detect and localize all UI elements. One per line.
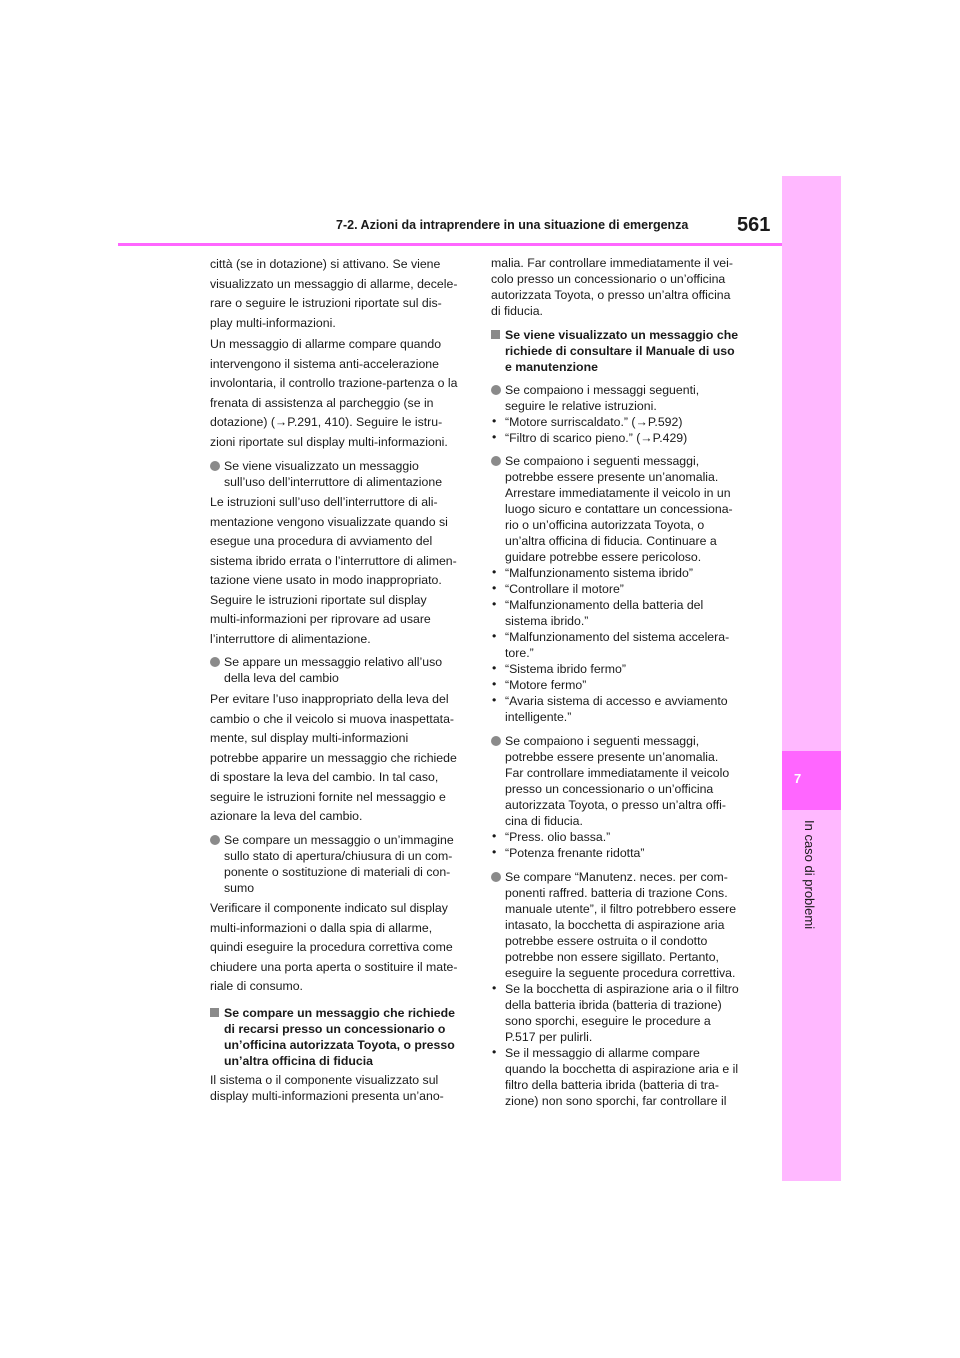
text-line: quando la bocchetta di aspirazione aria e il: [505, 1062, 739, 1076]
text-line: ponenti raffred. batteria di trazione Cons.: [505, 886, 728, 900]
text-line: “Press. olio bassa.”: [505, 830, 611, 844]
text-line: un’officina autorizzata Toyota, o presso: [224, 1038, 455, 1052]
text-line: malia. Far controllare immediatamente il vei-: [491, 256, 733, 270]
text-line: zioni riportate sul display multi-informazioni.: [210, 434, 448, 449]
block-text: [491, 327, 738, 375]
text-line: Se compare “Manutenz. neces. per com-: [505, 870, 728, 884]
list-item: [491, 565, 733, 581]
text-line: Verificare il componente indicato sul display: [210, 901, 448, 915]
text-line: riale di consumo.: [210, 979, 303, 993]
list-item: [491, 981, 739, 1045]
text-line: potrebbe apparire un messaggio che richiede: [210, 750, 457, 765]
page-number: 561: [737, 214, 771, 236]
chapter-number: 7: [794, 771, 802, 786]
text-line: “Avaria sistema di accesso e avviamento: [505, 694, 728, 708]
block-text: [491, 869, 739, 981]
list-item: [491, 581, 733, 597]
paragraph: [491, 255, 733, 319]
block-text: [491, 453, 733, 565]
text-line: Il sistema o il componente visualizzato sul: [210, 1073, 439, 1087]
text-line: Se compaiono i seguenti messaggi,: [505, 454, 700, 468]
text-line: chiudere una porta aperta o sostituire il mate-: [210, 959, 458, 974]
text-line: tore.”: [505, 646, 534, 660]
list-item: [491, 430, 699, 446]
chapter-label: In caso di problemi: [802, 820, 817, 930]
text-line: sumo: [224, 881, 255, 895]
text-line: guidare potrebbe essere pericoloso.: [505, 550, 702, 564]
text-line: potrebbe non essere sigillato. Pertanto,: [505, 950, 719, 964]
text-line: “Filtro di scarico pieno.” (→P.429): [505, 431, 688, 445]
block-text: [210, 458, 442, 490]
block-text: [210, 1072, 444, 1104]
text-line: l’interruttore di alimentazione.: [210, 631, 371, 646]
paragraph: [210, 1072, 444, 1104]
text-line: cambio o che il veicolo si muova inaspettata-: [210, 711, 455, 726]
bullet-icon: •: [492, 693, 497, 707]
text-line: eseguire la seguente procedura correttiva.: [505, 966, 736, 980]
bullet-heading: [210, 832, 454, 896]
text-line: potrebbe essere ostruita o il condotto: [505, 934, 708, 948]
paragraph: [210, 255, 457, 333]
text-line: Un messaggio di allarme compare quando: [210, 337, 442, 351]
list-item: [491, 661, 733, 677]
text-line: Per evitare l’uso inappropriato della leva del: [210, 692, 449, 706]
block-text: [210, 899, 457, 997]
text-line: Se viene visualizzato un messaggio: [224, 459, 419, 473]
text-line: città (se in dotazione) si attivano. Se viene: [210, 257, 441, 271]
list-item: [491, 677, 733, 693]
text-line: rare o seguire le istruzioni riportate sul dis-: [210, 296, 442, 310]
text-line: “Motore surriscaldato.” (→P.592): [505, 415, 683, 429]
block-text: [210, 335, 457, 452]
text-line: involontaria, il controllo trazione-partenza o la: [210, 376, 458, 390]
text-line: play multi-informazioni.: [210, 315, 336, 330]
bullet-icon: •: [492, 581, 497, 595]
text-line: rio o un’officina autorizzata Toyota, o: [505, 518, 705, 532]
block-text: [491, 382, 699, 414]
text-line: seguire le relative istruzioni.: [505, 399, 657, 413]
block-text: [210, 493, 457, 649]
text-line: della batteria ibrida (batteria di trazione): [505, 998, 722, 1012]
text-line: visualizzato un messaggio di allarme, decele-: [210, 276, 458, 291]
text-line: un’altra officina di fiducia: [224, 1054, 373, 1068]
block-text: [210, 654, 442, 686]
section-heading: [491, 327, 738, 375]
text-line: azionare la leva del cambio.: [210, 809, 363, 823]
section-title: 7-2. Azioni da intraprendere in una situazione di emergenza: [336, 218, 689, 232]
text-line: sistema ibrido errata o l’interruttore di alimen-: [210, 553, 457, 568]
bullet-icon: •: [492, 1045, 497, 1059]
text-line: Se la bocchetta di aspirazione aria o il filtro: [505, 982, 739, 996]
block-text: [491, 255, 733, 319]
text-line: P.517 per pulirli.: [505, 1030, 593, 1044]
list-item: [491, 414, 699, 430]
text-line: “Controllare il motore”: [505, 582, 624, 596]
list-item: [491, 597, 733, 629]
text-line: “Potenza frenante ridotta”: [505, 846, 645, 860]
bullet-heading: [491, 382, 699, 446]
bullet-icon: •: [492, 414, 497, 428]
text-line: potrebbe essere presente un’anomalia.: [505, 470, 719, 484]
block-text: [210, 1005, 455, 1069]
bullet-heading: [491, 453, 733, 725]
list-item: [491, 629, 733, 661]
text-line: autorizzata Toyota, o presso un’altra offi-: [505, 798, 727, 812]
bullet-icon: •: [492, 565, 497, 579]
bullet-icon: •: [492, 845, 497, 859]
text-line: display multi-informazioni presenta un’ano-: [210, 1089, 444, 1103]
text-line: presso un concessionario o un’officina: [505, 782, 714, 796]
text-line: di fiducia.: [491, 304, 543, 318]
text-line: mente, sul display multi-informazioni: [210, 731, 409, 745]
text-line: richiede di consultare il Manuale di uso: [505, 344, 735, 358]
bullet-heading: [210, 654, 442, 686]
chapter-sidebar: [782, 176, 841, 1181]
text-line: intelligente.”: [505, 710, 572, 724]
text-line: luogo sicuro e contattare un concessiona-: [505, 502, 733, 516]
text-line: Se viene visualizzato un messaggio che: [505, 328, 739, 342]
text-line: filtro della batteria ibrida (batteria di tra-: [505, 1078, 719, 1092]
paragraph: [210, 690, 457, 827]
text-line: Le istruzioni sull’uso dell’interruttore di ali-: [210, 495, 438, 509]
text-line: di recarsi presso un concessionario o: [224, 1022, 446, 1036]
text-line: sono sporchi, eseguire le procedure a: [505, 1014, 711, 1028]
text-line: dotazione) (→P.291, 410). Seguire le istru-: [210, 415, 443, 429]
text-line: Se compare un messaggio che richiede: [224, 1006, 455, 1020]
bullet-icon: •: [492, 661, 497, 675]
text-line: seguire le istruzioni fornite nel messaggio e: [210, 789, 446, 804]
text-line: multi-informazioni o dalla spia di allarme,: [210, 920, 433, 935]
header-divider: [118, 243, 782, 246]
text-line: Se il messaggio di allarme compare: [505, 1046, 700, 1060]
text-line: zione) non sono sporchi, far controllare il: [505, 1094, 727, 1108]
text-line: Seguire le istruzioni riportate sul display: [210, 592, 427, 607]
text-line: esegue una procedura di avviamento del: [210, 534, 433, 548]
text-line: frenata di assistenza al parcheggio (se in: [210, 395, 434, 410]
bullet-icon: •: [492, 677, 497, 691]
bullet-icon: •: [492, 829, 497, 843]
bullet-heading: [491, 869, 739, 1109]
text-line: Arrestare immediatamente il veicolo in un: [505, 486, 731, 500]
bullet-icon: •: [492, 981, 497, 995]
section-heading: [210, 1005, 455, 1069]
text-line: sullo stato di apertura/chiusura di un com-: [224, 849, 453, 863]
text-line: tazione viene usato in modo inappropriato.: [210, 573, 442, 587]
text-line: “Motore fermo”: [505, 678, 587, 692]
text-line: ponente o sostituzione di materiali di con-: [224, 865, 451, 879]
text-line: potrebbe essere presente un’anomalia.: [505, 750, 719, 764]
text-line: della leva del cambio: [224, 671, 339, 685]
text-line: “Malfunzionamento sistema ibrido”: [505, 566, 693, 580]
text-line: un’altra officina di fiducia. Continuare a: [505, 534, 717, 548]
text-line: Se compaiono i seguenti messaggi,: [505, 734, 700, 748]
block-text: [210, 690, 457, 827]
text-line: sistema ibrido.”: [505, 614, 589, 628]
text-line: mentazione vengono visualizzate quando si: [210, 514, 448, 529]
bullet-heading: [491, 733, 729, 861]
chapter-tab[interactable]: [782, 751, 841, 810]
text-line: intervengono il sistema anti-accelerazione: [210, 356, 439, 371]
text-line: e manutenzione: [505, 360, 598, 374]
text-line: di spostare la leva del cambio. In tal caso,: [210, 770, 439, 784]
text-line: quindi eseguire la procedura correttiva come: [210, 940, 453, 954]
text-line: “Sistema ibrido fermo”: [505, 662, 626, 676]
text-line: sull’uso dell’interruttore di alimentazione: [224, 475, 443, 489]
text-line: Se compaiono i messaggi seguenti,: [505, 383, 700, 397]
text-line: colo presso un concessionario o un’officina: [491, 272, 726, 286]
list-item: [491, 693, 733, 725]
text-line: intasato, la bocchetta di aspirazione aria: [505, 918, 725, 932]
paragraph: [210, 899, 457, 997]
paragraph: [210, 335, 457, 452]
text-line: multi-informazioni per riprovare ad usare: [210, 612, 431, 626]
bullet-icon: •: [492, 629, 497, 643]
block-text: [210, 255, 457, 333]
list-item: [491, 845, 729, 861]
text-line: Se appare un messaggio relativo all’uso: [224, 655, 443, 669]
block-text: [210, 832, 454, 896]
block-text: [491, 733, 729, 829]
text-line: “Malfunzionamento della batteria del: [505, 598, 704, 612]
text-line: autorizzata Toyota, o presso un’altra officina: [491, 288, 731, 302]
list-item: [491, 1045, 739, 1109]
text-line: Far controllare immediatamente il veicolo: [505, 766, 730, 780]
bullet-icon: •: [492, 430, 497, 444]
text-line: manuale utente”, il filtro potrebbero essere: [505, 902, 737, 916]
text-line: cina di fiducia.: [505, 814, 583, 828]
paragraph: [210, 493, 457, 649]
list-item: [491, 829, 729, 845]
text-line: “Malfunzionamento del sistema accelera-: [505, 630, 730, 644]
text-line: Se compare un messaggio o un’immagine: [224, 833, 454, 847]
bullet-heading: [210, 458, 442, 490]
bullet-icon: •: [492, 597, 497, 611]
